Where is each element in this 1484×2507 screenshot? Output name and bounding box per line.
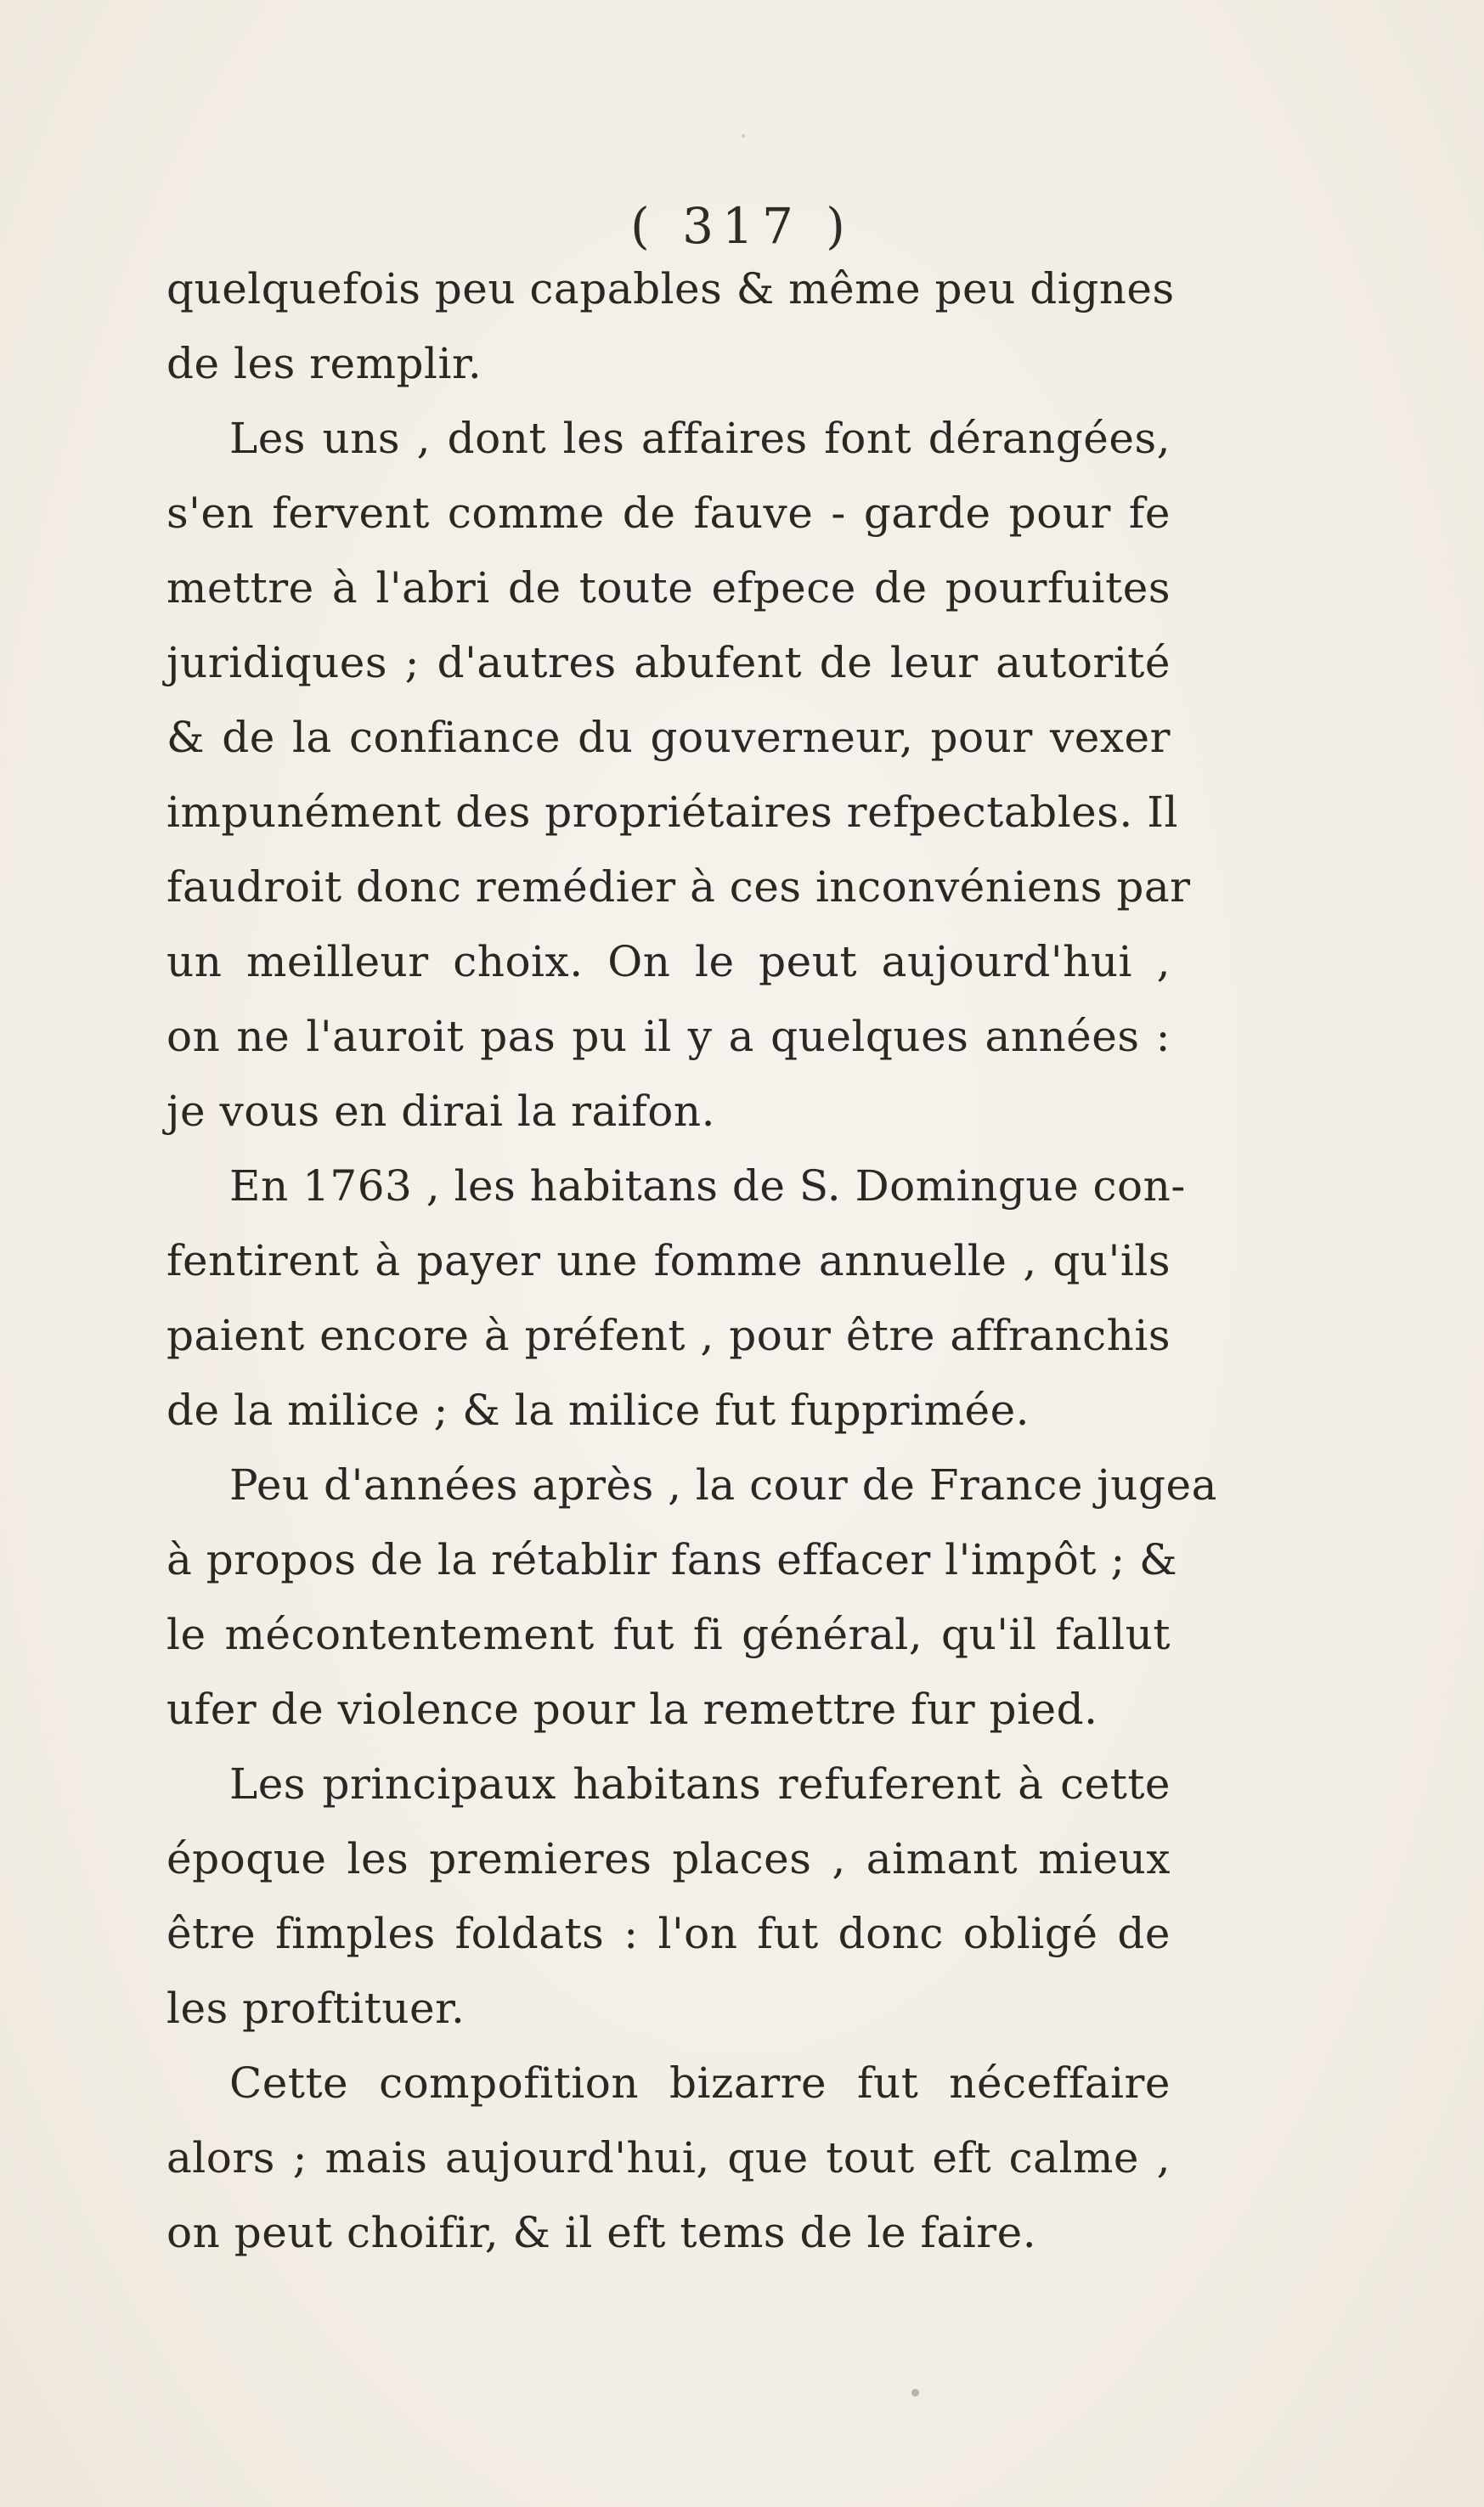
page-number-header: ( 317 ) — [630, 197, 854, 255]
text-line: paient encore à préfent , pour être affranchis — [166, 1311, 1171, 1360]
text-line: être fimples foldats : l'on fut donc obligé de — [166, 1909, 1171, 1958]
paper-speck — [742, 134, 745, 138]
paper-speck — [911, 2389, 919, 2397]
text-line: les proftituer. — [166, 1984, 466, 2033]
text-line: on ne l'auroit pas pu il y a quelques années : — [166, 1012, 1171, 1061]
text-line: faudroit donc remédier à ces inconvéniens par — [166, 862, 1191, 912]
text-line: mettre à l'abri de toute efpece de pourfuites — [166, 563, 1171, 613]
text-line: un meilleur choix. On le peut aujourd'hui , — [166, 937, 1171, 986]
text-line: époque les premieres places , aimant mieux — [166, 1834, 1171, 1883]
text-line: fentirent à payer une fomme annuelle , qu'ils — [166, 1236, 1171, 1285]
text-line: le mécontentement fut fi général, qu'il fallut — [166, 1610, 1171, 1659]
text-line: je vous en dirai la raifon. — [166, 1087, 715, 1136]
text-line: quelquefois peu capables & même peu dignes — [166, 264, 1175, 313]
text-line: juridiques ; d'autres abufent de leur autorité — [166, 638, 1171, 687]
text-line: à propos de la rétablir fans effacer l'impôt ; & — [166, 1535, 1178, 1584]
text-line: impunément des propriétaires refpectables. Il — [166, 788, 1178, 837]
paragraph-first-line: En 1763 , les habitans de S. Domingue con- — [229, 1161, 1186, 1211]
paragraph-first-line: Peu d'années après , la cour de France jugea — [229, 1460, 1217, 1510]
paragraph-first-line: Cette compofition bizarre fut néceffaire — [229, 2058, 1171, 2108]
paragraph-first-line: Les uns , dont les affaires font dérangées, — [229, 414, 1171, 463]
text-line: alors ; mais aujourd'hui, que tout eft calme , — [166, 2133, 1171, 2182]
text-line: s'en fervent comme de fauve - garde pour fe — [166, 488, 1171, 538]
body-text — [166, 251, 1217, 2270]
text-line: & de la confiance du gouverneur, pour vexer — [166, 713, 1171, 762]
text-line: de les remplir. — [166, 339, 482, 388]
paragraph-first-line: Les principaux habitans refuferent à cette — [229, 1759, 1171, 1809]
text-line: de la milice ; & la milice fut fupprimée. — [166, 1386, 1030, 1435]
text-line: ufer de violence pour la remettre fur pied. — [166, 1685, 1098, 1734]
text-line: on peut choifir, & il eft tems de le faire. — [166, 2208, 1037, 2257]
